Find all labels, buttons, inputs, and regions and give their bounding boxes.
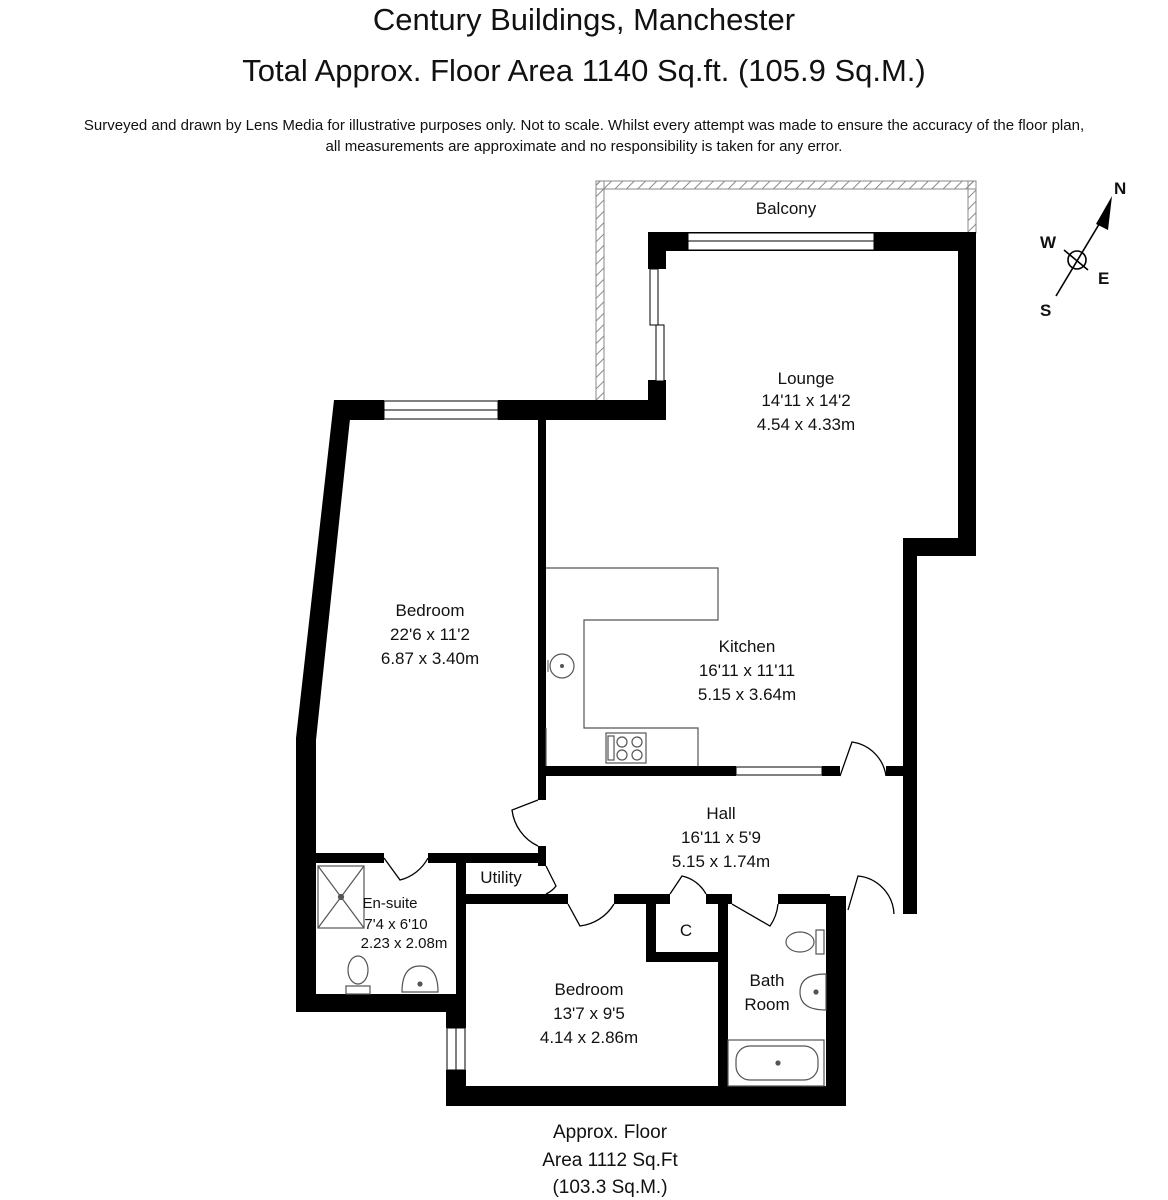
internal-glazing — [736, 767, 822, 775]
room-name-bathroom-line-1: Bath — [749, 971, 785, 990]
room-imperial-kitchen: 16'11 x 11'11 — [698, 661, 796, 680]
disclaimer-line-1: Surveyed and drawn by Lens Media for illustrative purposes only. Not to scale. Whilst every attempt was made to ensure the accuracy of the floor plan, — [83, 117, 1085, 134]
room-name-bathroom-line-2: Room — [744, 995, 790, 1014]
floor-area-line-3: (103.3 Sq.M.) — [552, 1177, 668, 1198]
shower-tray — [318, 866, 364, 928]
kitchen-worktop — [546, 568, 718, 766]
room-metric-ensuite: 2.23 x 2.08m — [360, 935, 448, 952]
bath-tub — [728, 1040, 824, 1086]
compass-south: S — [1040, 301, 1052, 320]
room-imperial-bedroom-2: 13'7 x 9'5 — [553, 1004, 625, 1023]
room-name-bedroom-1: Bedroom — [395, 601, 465, 620]
room-metric-kitchen: 5.15 x 3.64m — [697, 685, 797, 704]
room-name-balcony: Balcony — [755, 199, 817, 218]
room-name-cupboard: C — [679, 921, 693, 940]
compass-west: W — [1040, 233, 1057, 252]
room-imperial-hall: 16'11 x 5'9 — [681, 828, 761, 847]
room-name-kitchen: Kitchen — [718, 637, 776, 656]
compass-east: E — [1098, 269, 1110, 288]
ensuite-toilet — [346, 956, 370, 994]
compass-icon — [1040, 179, 1126, 320]
plan-title: Century Buildings, Manchester — [372, 2, 796, 37]
compass-north: N — [1114, 179, 1127, 198]
exterior-walls — [296, 232, 976, 1106]
room-name-hall: Hall — [706, 804, 736, 823]
room-name-lounge: Lounge — [777, 369, 835, 388]
bathroom-toilet — [786, 930, 824, 954]
room-metric-hall: 5.15 x 1.74m — [671, 852, 771, 871]
room-imperial-lounge: 14'11 x 14'2 — [761, 391, 851, 410]
floor-area-line-2: Area 1112 Sq.Ft — [542, 1150, 678, 1171]
total-area-label: Total Approx. Floor Area 1140 Sq.ft. (105.9 Sq.M.) — [242, 53, 926, 88]
room-imperial-bedroom-1: 22'6 x 11'2 — [390, 625, 470, 644]
bathroom-basin — [800, 974, 826, 1010]
room-metric-bedroom-1: 6.87 x 3.40m — [380, 649, 480, 668]
disclaimer-line-2: all measurements are approximate and no responsibility is taken for any error. — [325, 138, 843, 155]
kitchen-sink — [548, 654, 574, 678]
room-metric-lounge: 4.54 x 4.33m — [756, 415, 856, 434]
room-metric-bedroom-2: 4.14 x 2.86m — [539, 1028, 639, 1047]
hob — [606, 733, 646, 763]
room-name-utility: Utility — [480, 868, 522, 887]
room-imperial-ensuite: 7'4 x 6'10 — [364, 916, 428, 933]
room-name-bedroom-2: Bedroom — [554, 980, 624, 999]
ensuite-basin — [402, 966, 438, 992]
floor-area-line-1: Approx. Floor — [552, 1122, 668, 1143]
room-name-ensuite: En-suite — [362, 895, 418, 912]
